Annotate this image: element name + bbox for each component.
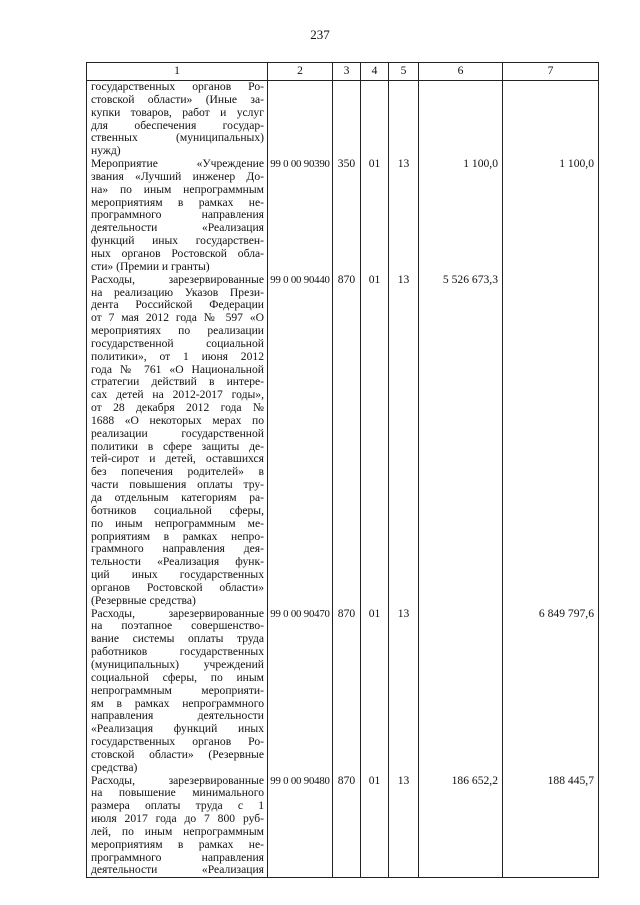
amount-year2-cell [503,274,599,608]
amount-year2-cell: 188 445,7 [503,775,599,878]
budget-table [86,62,599,878]
table-row [87,81,599,159]
expense-name-line: политики в сфере защиты де- [91,439,264,453]
expense-name-line: (Резервные средства) [91,593,196,607]
expense-name-line: мероприятиях по реализации [91,324,264,338]
expense-name-line: ботников социальной сферы, [91,503,264,517]
table-row [87,274,599,608]
expense-name-line: по иным непрограммным ме- [91,516,264,530]
amount-year2-cell: 6 849 797,6 [503,608,599,775]
expense-name-cell [87,81,268,159]
amount-year1-cell [419,608,503,775]
section-cell [361,81,389,159]
budget-code-cell: 99 0 00 90440 [268,274,333,608]
expense-name-line: лей, по иным непрограммным [91,824,264,838]
expense-name-line: функций иных государствен- [91,234,264,248]
amount-year1-cell: 1 100,0 [419,158,503,274]
expense-name-line: политики», от 1 июня 2012 [91,349,264,363]
expense-name-line: направления деятельности [91,709,264,723]
header-row [87,63,599,81]
expense-name-line: непрограммным мероприяти- [91,683,264,697]
header-col-1: 1 [87,63,268,81]
expense-name-line: средства) [91,760,138,774]
expense-name-line: на реализацию Указов Прези- [91,285,264,299]
expense-name-line: ям в рамках непрограммного [91,696,264,710]
expense-name-line: государственных органов Ро- [91,735,264,749]
section-cell: 01 [361,274,389,608]
expense-name-line: вание системы оплаты труда [91,632,264,646]
subsection-cell: 13 [389,775,419,878]
table-row [87,608,599,775]
expense-name-cell [87,158,268,274]
expense-name-line: Расходы, зарезервированные [91,773,264,787]
expense-name-line: на поэтапное совершенство- [91,619,264,633]
header-col-2: 2 [268,63,333,81]
expense-name-line: сах детей на 2012-2017 годы», [91,388,264,402]
expense-name-line: 1688 «О некоторых мерах по [91,413,264,427]
section-cell: 01 [361,608,389,775]
subsection-cell: 13 [389,608,419,775]
expense-name-line: государственных органов Ро- [91,80,264,93]
amount-year2-cell: 1 100,0 [503,158,599,274]
table-row [87,775,599,878]
expense-name-line: Мероприятие «Учреждение [91,157,264,171]
expense-name-line: программного направления [91,208,264,222]
expense-name-line: на повышение минимального [91,786,264,800]
expense-name-line: от 7 мая 2012 года № 597 «О [91,311,264,325]
expense-type-cell [333,81,361,159]
subsection-cell [389,81,419,159]
expense-name-line: мероприятиям в рамках не- [91,837,264,851]
expense-type-cell: 870 [333,274,361,608]
expense-name-line: звания «Лучший инженер До- [91,169,264,183]
header-col-7: 7 [503,63,599,81]
budget-code-cell: 99 0 00 90390 [268,158,333,274]
expense-name-line: деятельности «Реализация [91,221,264,235]
expense-name-line: да отдельным категориям ра- [91,491,264,504]
expense-name-line: работников государственных [91,645,264,659]
expense-name-line: Расходы, зарезервированные [91,606,264,620]
expense-name-line: ций иных государственных [91,568,264,582]
amount-year2-cell [503,81,599,159]
expense-name-line: нужд) [91,144,121,158]
expense-name-line: Расходы, зарезервированные [91,272,264,286]
expense-name-cell [87,608,268,775]
expense-type-cell: 870 [333,775,361,878]
expense-name-cell [87,775,268,878]
expense-name-line: без попечения родителей» в [91,465,264,479]
expense-name-line: стовской области» (Иные за- [91,92,264,106]
expense-name-line: социальной сферы, по иным [91,670,264,684]
expense-name-line: мероприятиям в рамках не- [91,195,264,209]
expense-name-line: от 28 декабря 2012 года № [91,401,264,415]
expense-name-line: органов Ростовской области» [91,580,264,594]
expense-name-line: тельности «Реализация функ- [91,555,264,569]
expense-name-line: стовской области» (Резервные [91,747,264,761]
table-row [87,158,599,274]
header-col-6: 6 [419,63,503,81]
expense-name-line: роприятиям в рамках непро- [91,529,264,543]
section-cell: 01 [361,158,389,274]
amount-year1-cell: 186 652,2 [419,775,503,878]
expense-name-line: части повышения оплаты тру- [91,478,264,492]
subsection-cell: 13 [389,158,419,274]
expense-type-cell: 870 [333,608,361,775]
expense-type-cell: 350 [333,158,361,274]
expense-name-line: размера оплаты труда с 1 [91,799,264,813]
expense-name-line: ственных (муниципальных) [91,131,264,145]
expense-name-line: года № 761 «О Национальной [91,362,264,376]
expense-name-cell [87,274,268,608]
subsection-cell: 13 [389,274,419,608]
expense-name-line: на» по иным непрограммным [91,182,264,196]
header-col-5: 5 [389,63,419,81]
expense-name-line: деятельности «Реализация [91,863,264,877]
expense-name-line: стратегии действий в интере- [91,375,264,389]
expense-name-line: программного направления [91,850,264,864]
amount-year1-cell [419,81,503,159]
expense-name-line: государственной социальной [91,336,264,350]
budget-code-cell: 99 0 00 90480 [268,775,333,878]
header-col-3: 3 [333,63,361,81]
expense-name-line: ных органов Ростовской обла- [91,246,264,260]
expense-name-line: (муниципальных) учреждений [91,657,264,671]
page-number: 237 [310,27,330,42]
expense-name-line: дента Российской Федерации [91,298,264,312]
expense-name-line: реализации государственной [91,426,264,440]
expense-name-line: сти» (Премии и гранты) [91,259,210,273]
expense-name-line: для обеспечения государ- [91,118,264,132]
expense-name-line: июля 2017 года до 7 800 руб- [91,812,264,826]
header-col-4: 4 [361,63,389,81]
budget-code-cell [268,81,333,159]
expense-name-line: купки товаров, работ и услуг [91,105,264,119]
section-cell: 01 [361,775,389,878]
expense-name-line: «Реализация функций иных [91,722,264,736]
budget-code-cell: 99 0 00 90470 [268,608,333,775]
amount-year1-cell: 5 526 673,3 [419,274,503,608]
expense-name-line: граммного направления дея- [91,542,264,556]
expense-name-line: тей-сирот и детей, оставшихся [91,452,264,466]
